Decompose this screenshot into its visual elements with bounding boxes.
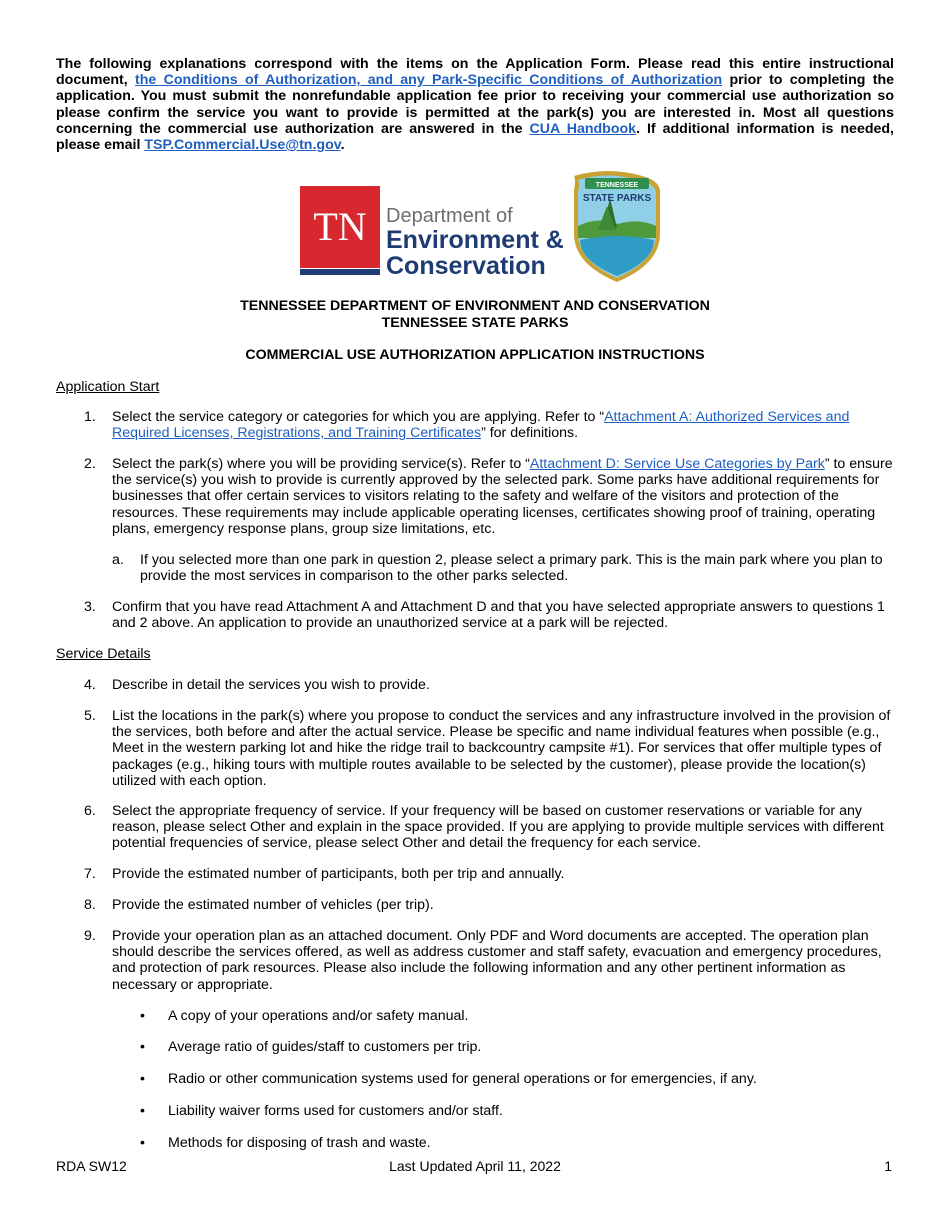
item-text: List the locations in the park(s) where you propose to conduct the services and any infrastructure involved in the provision of the services, both before and after the actual service. Please be specific and name individual features when possible (e.g., Meet in the western parking lot and hike the ridge trail to backcountry campsite #1). For services that offer multiple types of packages (e.g., hiking tours with multiple routes available to be selected by the customer), please provide the location(s) utilized with each option. (112, 708, 891, 789)
item-text: Select the park(s) where you will be providing service(s). Refer to “ (112, 456, 530, 472)
dept-line-1: Department of (386, 205, 513, 227)
bullet-text: Methods for disposing of trash and waste. (168, 1135, 431, 1151)
item-text: ” for definitions. (481, 425, 579, 442)
item-number: 4. (84, 677, 96, 693)
item-text: ” to ensure the service(s) you wish to provide is currently approved by the selected park. Some parks have additional requirements for businesses that offer certain services to visitors relating to the safety and welfare of the visitors and protection of the resources. These requirements may include applicable operating licenses, certificates showing proof of training, operating plans, emergency response plans, group size limitations, etc. (112, 456, 893, 537)
section-service-details: Service Details (56, 646, 151, 662)
tn-letters: TN (313, 204, 367, 249)
item-letter: a. (112, 552, 124, 568)
bullet-text: Liability waiver forms used for customers and/or staff. (168, 1103, 503, 1119)
bullet-text: Average ratio of guides/staff to customers per trip. (168, 1039, 482, 1055)
footer-last-updated: Last Updated April 11, 2022 (389, 1158, 561, 1174)
item-number: 8. (84, 897, 96, 913)
item-text: Provide the estimated number of vehicles (per trip). (112, 897, 434, 913)
dept-line-2: Environment & (386, 226, 564, 254)
item-text: Select the service category or categories for which you are applying. Refer to “ (112, 409, 605, 425)
tdec-logo (298, 168, 662, 284)
item-text: If you selected more than one park in question 2, please select a primary park. This is the main park where you plan to provide the most services in comparison to the other parks selected. (140, 552, 883, 585)
item-number: 9. (84, 928, 96, 944)
item-text: Provide your operation plan as an attached document. Only PDF and Word documents are accepted. The operation plan should describe the services offered, as well as address customer and staff safety, evacuation and emergency procedures, and protection of park resources. Please also include the following information and any other pertinent information as necessary or appropriate. (112, 928, 882, 993)
state-parks-badge (574, 171, 660, 282)
bullet-mark: • (140, 1008, 145, 1024)
item-number: 3. (84, 599, 96, 615)
intro-text-4: . (340, 137, 345, 154)
dept-line-3: Conservation (386, 252, 546, 280)
item-number: 2. (84, 456, 96, 472)
badge-top-text: TENNESSEE (595, 182, 639, 189)
item-number: 1. (84, 409, 96, 425)
item-text: Select the appropriate frequency of service. If your frequency will be based on customer reservations or variable for any reason, please select Other and explain in the space provided. If you are applying to provide multiple services with different potential frequencies of service, please select Other and detail the frequency for each service. (112, 803, 884, 852)
item-text: Describe in detail the services you wish to provide. (112, 677, 430, 693)
bullet-mark: • (140, 1039, 145, 1055)
bullet-text: A copy of your operations and/or safety manual. (168, 1008, 469, 1024)
item-number: 6. (84, 803, 96, 819)
item-number: 7. (84, 866, 96, 882)
agency-logos (298, 168, 662, 284)
intro-text-2: prior to completing the application. You must submit the nonrefundable application fee prior to receiving your commercial use authorization so please confirm the service you want to provide is permitted at the park(s) you are interested in. Most all questions concerning the commercial use authorization are answered in the (56, 72, 894, 137)
item-number: 5. (84, 708, 96, 724)
bullet-mark: • (140, 1103, 145, 1119)
bullet-mark: • (140, 1071, 145, 1087)
item-text: Provide the estimated number of participants, both per trip and annually. (112, 866, 565, 882)
intro-text-3: . If additional information is needed, please email (56, 120, 894, 154)
footer-document-code: RDA SW12 (56, 1158, 127, 1174)
tn-navy-bar (300, 269, 380, 275)
conditions-of-authorization-link[interactable]: the Conditions of Authorization, and any Park-Specific Conditions of Authorization (135, 72, 723, 89)
heading-title: COMMERCIAL USE AUTHORIZATION APPLICATION INSTRUCTIONS (245, 347, 705, 363)
heading-department: TENNESSEE DEPARTMENT OF ENVIRONMENT AND CONSERVATION (240, 298, 710, 314)
intro-text-1: The following explanations correspond with the items on the Application Form. Please read this entire instructional document, (56, 56, 894, 89)
item-text: Confirm that you have read Attachment A and Attachment D and that you have selected appropriate answers to questions 1 and 2 above. An application to provide an unauthorized service at a park will be rejected. (112, 599, 885, 632)
footer-page-number: 1 (884, 1158, 892, 1174)
section-application-start: Application Start (56, 379, 160, 395)
intro-paragraph (56, 56, 894, 153)
email-link[interactable]: TSP.Commercial.Use@tn.gov (144, 137, 341, 154)
cua-handbook-link[interactable]: CUA Handbook (529, 120, 637, 137)
heading-state-parks: TENNESSEE STATE PARKS (381, 315, 569, 331)
attachment-a-link[interactable]: Attachment A: Authorized Services and Required Licenses, Registrations, and Training Certificates (112, 409, 850, 442)
bullet-mark: • (140, 1135, 145, 1151)
attachment-d-link[interactable]: Attachment D: Service Use Categories by Park (529, 456, 825, 472)
badge-main-text: STATE PARKS (582, 193, 652, 204)
bullet-text: Radio or other communication systems used for general operations or for emergencies, if any. (168, 1071, 757, 1087)
